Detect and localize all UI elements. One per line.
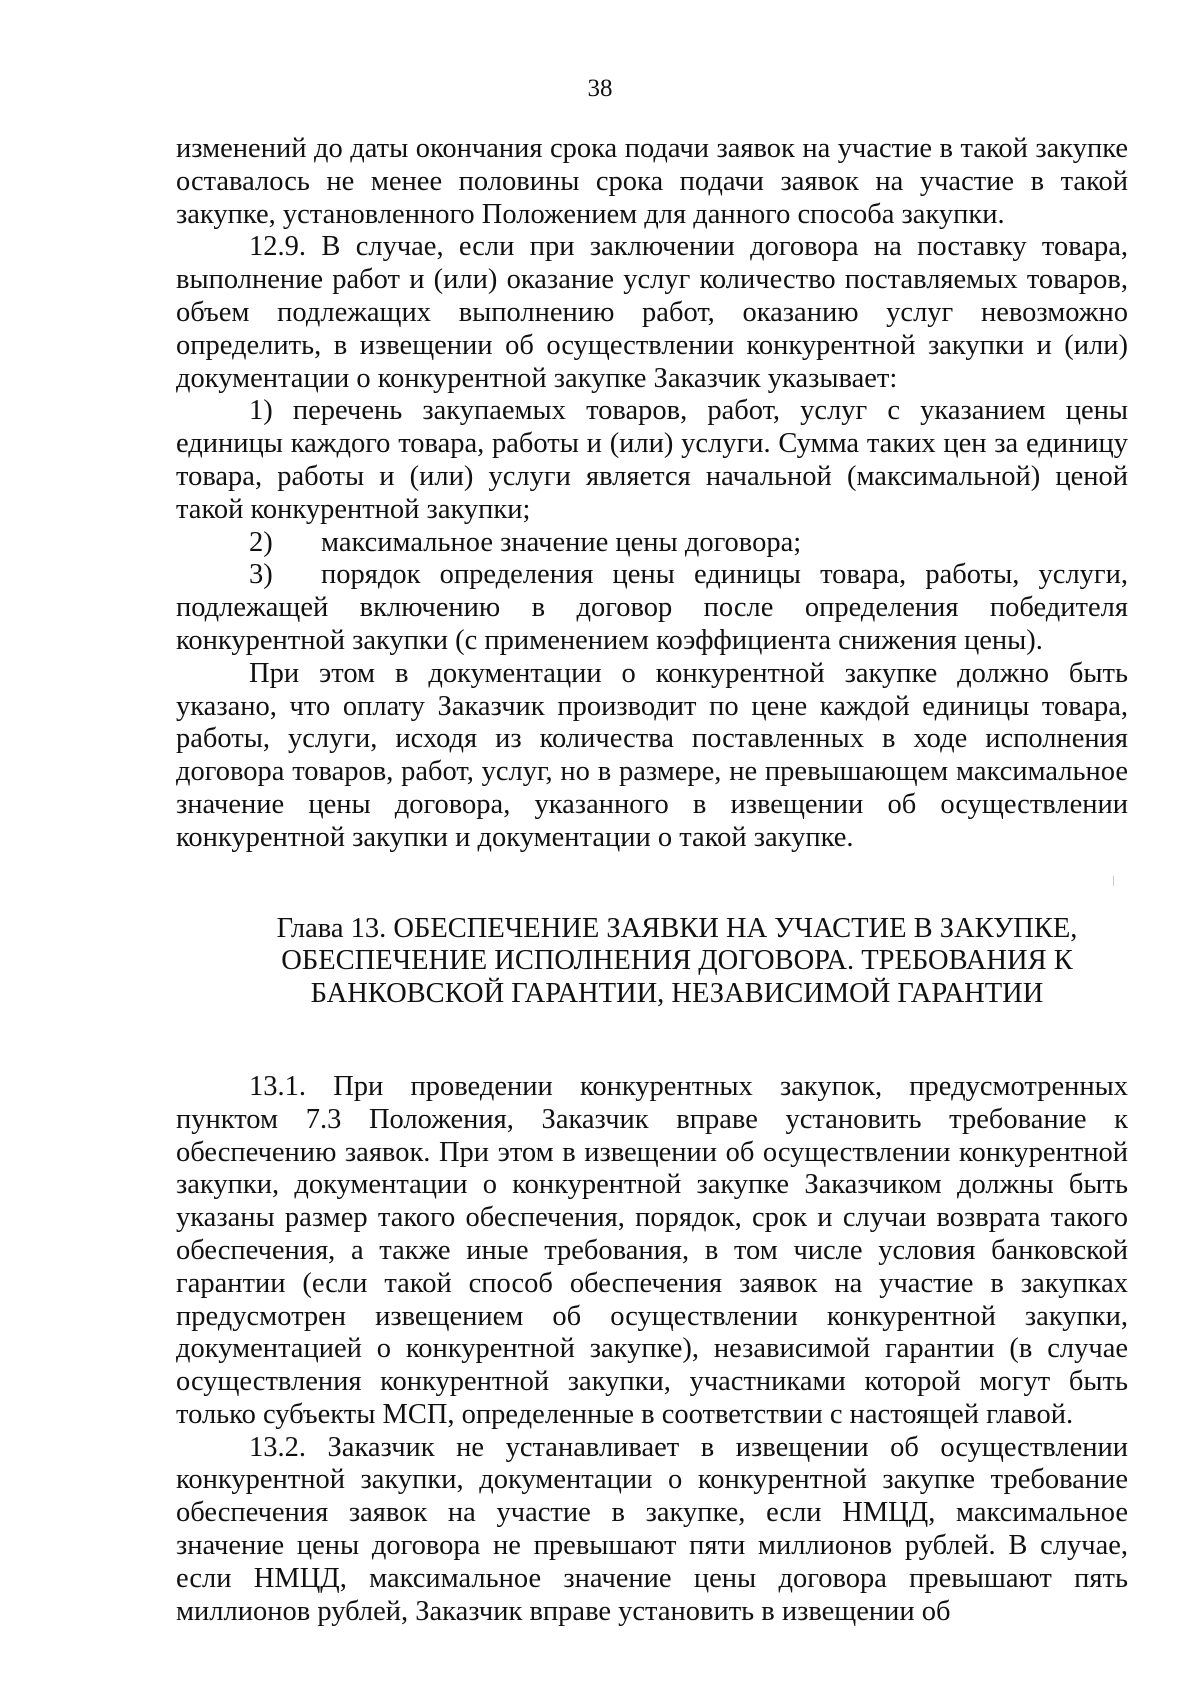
chapter-heading-line-1: Глава 13. ОБЕСПЕЧЕНИЕ ЗАЯВКИ НА УЧАСТИЕ В ЗАКУПКЕ,	[276, 912, 1078, 944]
list-item-number: 3)	[249, 559, 273, 591]
list-item-2	[176, 527, 1128, 560]
list-item-number: 1)	[249, 395, 273, 427]
document-body	[176, 133, 1128, 1628]
paragraph-after-list: При этом в документации о конкурентной закупке должно быть указано, что оплату Заказчик производит по цене каждой единицы товара, работы, услуги, исходя из количества поставленных в ходе исполнения договора товаров, работ, услуг, но в размере, не превышающем максимальное значение цены договора, указанного в извещении об осуществлении конкурентной закупки и документации о такой закупке.	[176, 657, 1128, 853]
scan-artifact	[1113, 876, 1114, 886]
list-item-number: 2)	[249, 526, 273, 558]
list-item-text: перечень закупаемых товаров, работ, услуг с указанием цены единицы каждого товара, работы и (или) услуги. Сумма таких цен за единицу товара, работы и (или) услуги является начальной (максимальной) ценой такой конкурентной закупки;	[176, 395, 1129, 525]
paragraph-13-1: 13.1. При проведении конкурентных закупок, предусмотренных пунктом 7.3 Положения, Заказчик вправе установить требование к обеспечению заявок. При этом в извещении об осуществлении конкурентной закупки, документации о конкурентной закупке Заказчиком должны быть указаны размер такого обеспечения, порядок, срок и случаи возврата такого обеспечения, а также иные требования, в том числе условия банковской гарантии (если такой способ обеспечения заявок на участие в закупках предусмотрен извещением об осуществлении конкурентной закупки, документацией о конкурентной закупке), независимой гарантии (в случае осуществления конкурентной закупки, участниками которой могут быть только субъекты МСП, определенные в соответствии с настоящей главой.	[176, 1070, 1128, 1430]
paragraph-continuation: изменений до даты окончания срока подачи заявок на участие в такой закупке оставалось не менее половины срока подачи заявок на участие в такой закупке, установленного Положением для данного способа закупки.	[176, 133, 1128, 230]
chapter-heading	[176, 913, 1128, 1011]
list-item-3	[176, 559, 1128, 657]
chapter-heading-line-3: БАНКОВСКОЙ ГАРАНТИИ, НЕЗАВИСИМОЙ ГАРАНТИИ	[310, 978, 1044, 1010]
chapter-heading-line-2: ОБЕСПЕЧЕНИЕ ИСПОЛНЕНИЯ ДОГОВОРА. ТРЕБОВАНИЯ К	[281, 945, 1073, 977]
list-item-text: максимальное значение цены договора;	[321, 526, 802, 558]
list-item-text: порядок определения цены единицы товара, работы, услуги, подлежащей включению в договор после определения победителя конкурентной закупки (с применением коэффициента снижения цены).	[176, 559, 1128, 656]
paragraph-12-9: 12.9. В случае, если при заключении договора на поставку товара, выполнение работ и (или) оказание услуг количество поставляемых товаров, объем подлежащих выполнению работ, оказанию услуг невозможно определить, в извещении об осуществлении конкурентной закупки и (или) документации о конкурентной закупке Заказчик указывает:	[176, 231, 1128, 394]
page-number: 38	[587, 75, 613, 102]
paragraph-13-2: 13.2. Заказчик не устанавливает в извещении об осуществлении конкурентной закупки, документации о конкурентной закупке требование обеспечения заявок на участие в закупке, если НМЦД, максимальное значение цены договора не превышают пяти миллионов рублей. В случае, если НМЦД, максимальное значение цены договора превышают пять миллионов рублей, Заказчик вправе установить в извещении об	[176, 1431, 1128, 1627]
list-item-1	[176, 395, 1128, 526]
